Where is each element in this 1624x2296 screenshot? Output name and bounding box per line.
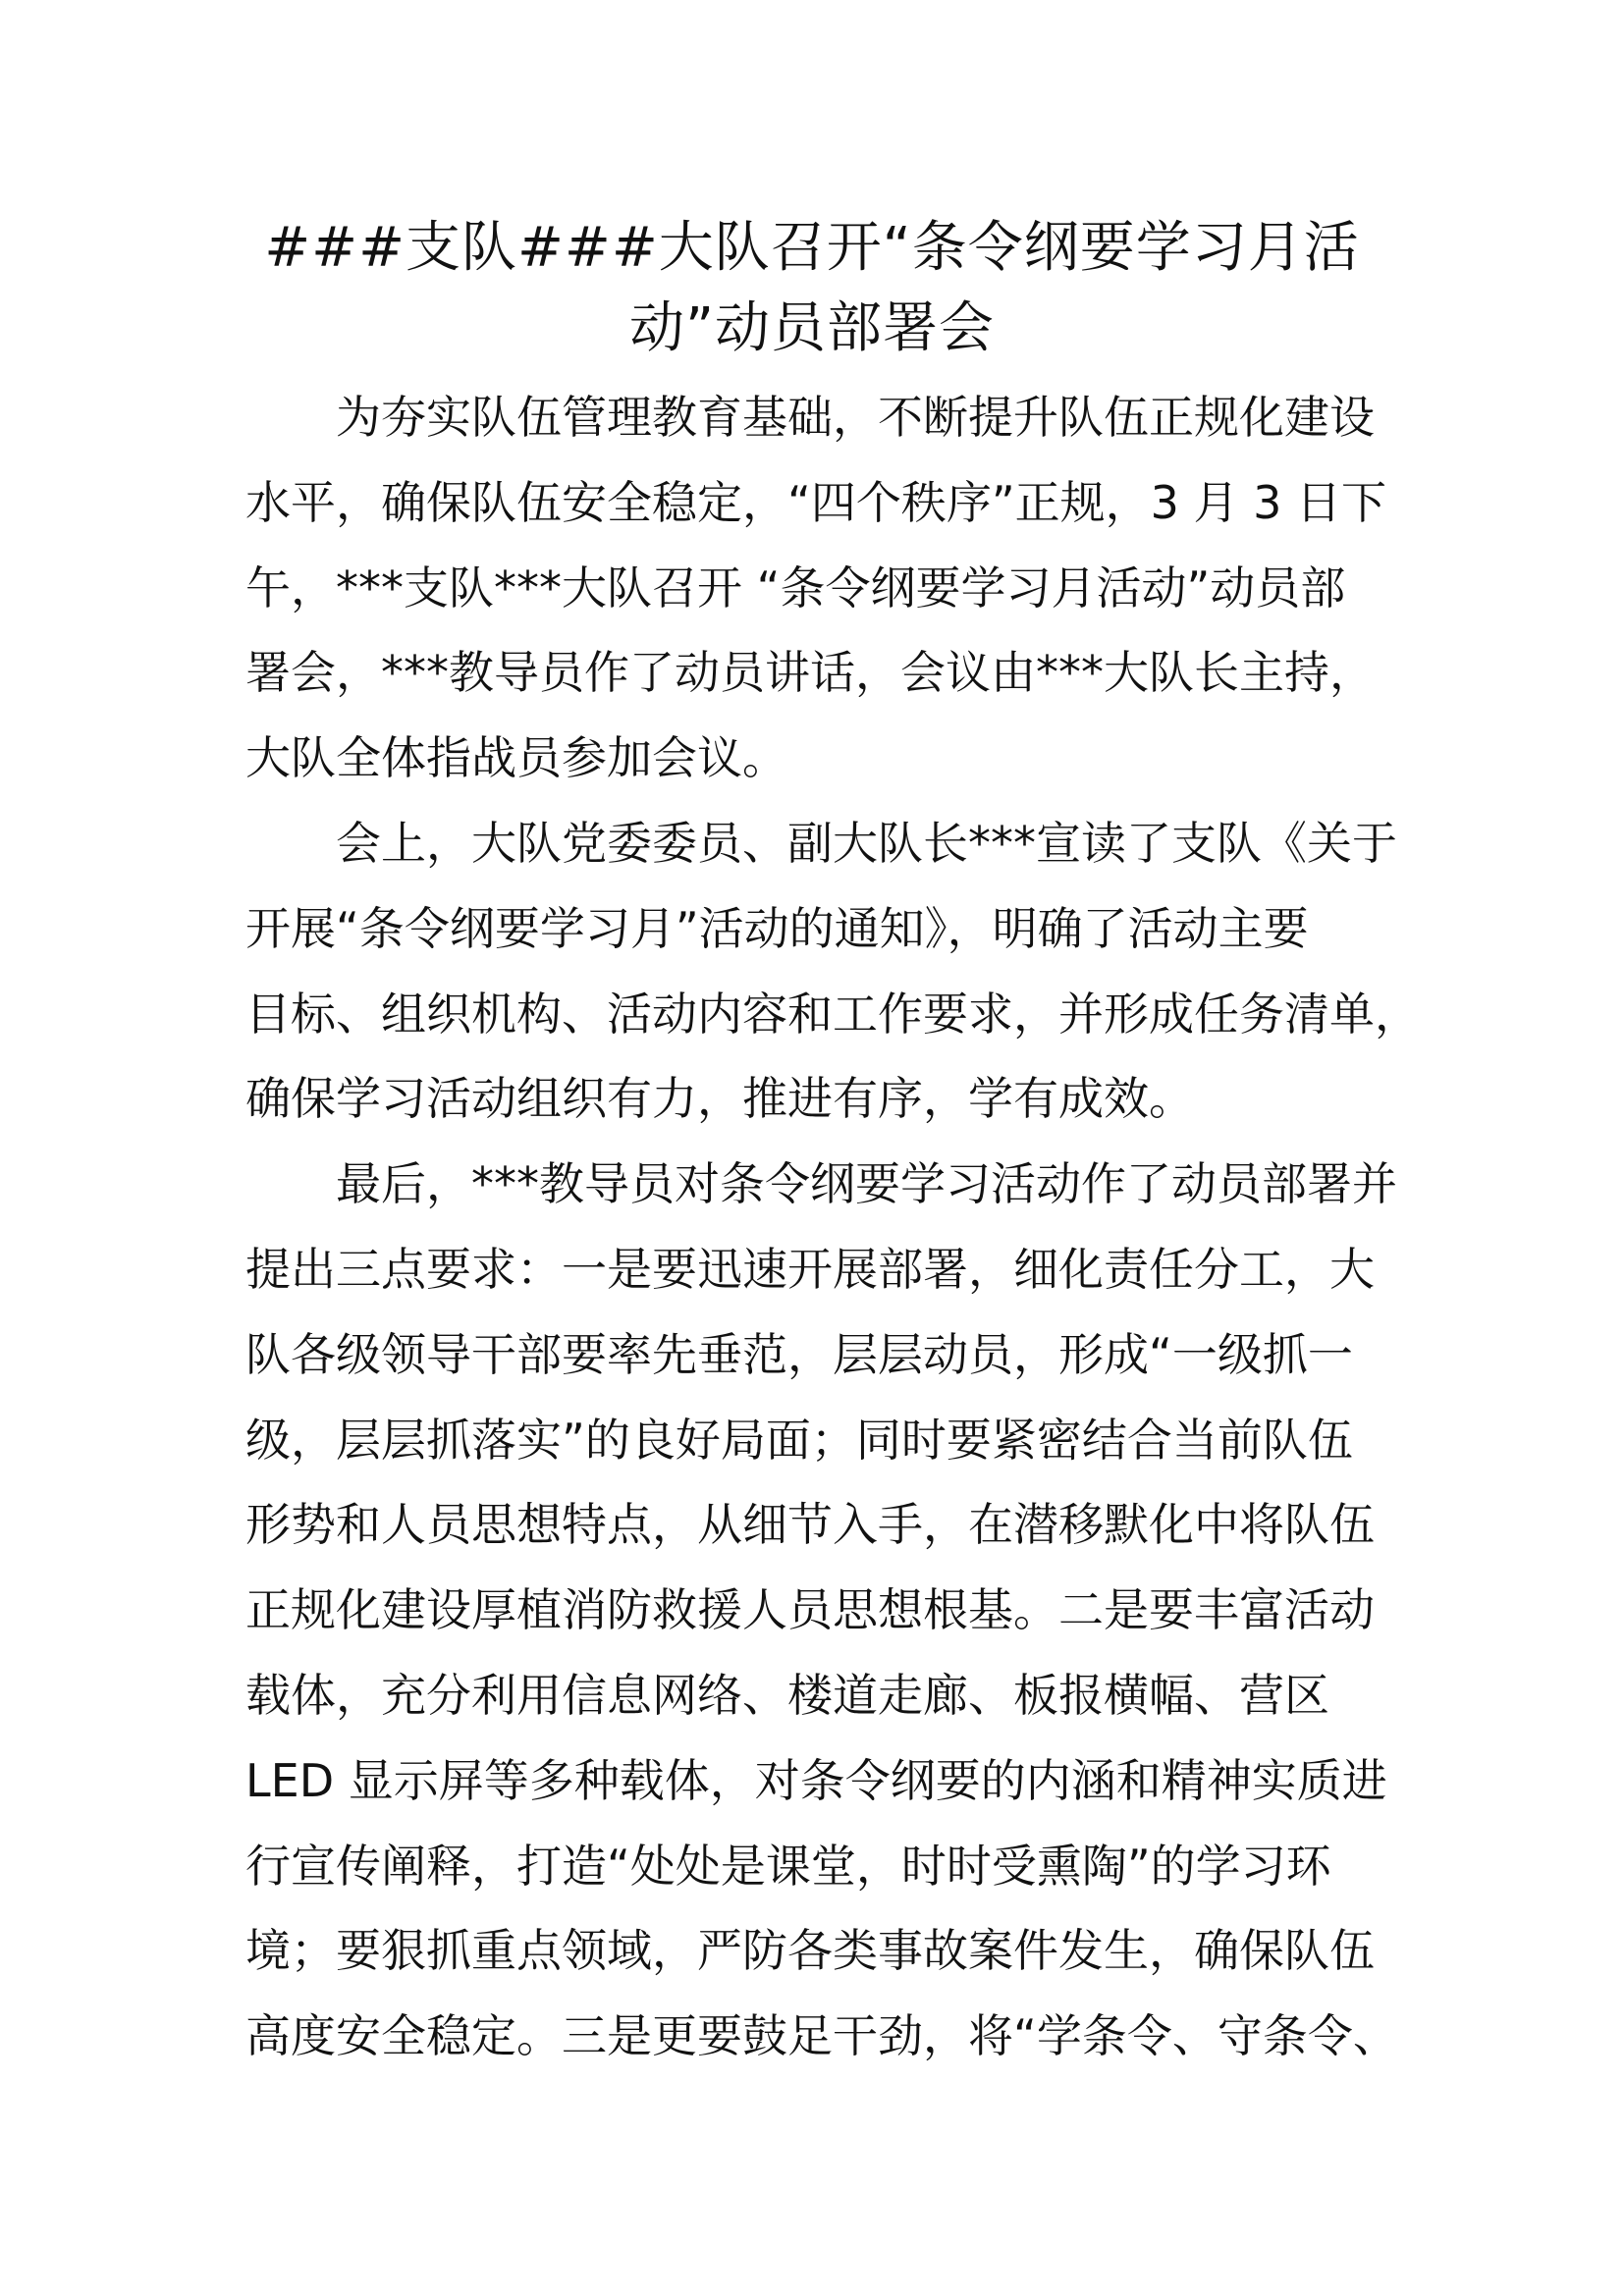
paragraph-1 — [245, 375, 1387, 801]
paragraph-line: 最后，***教导员对条令纲要学习活动作了动员部署并 — [336, 1157, 1397, 1211]
paragraph-line: 正规化建设厚植消防救援人员思想根基。二是要丰富活动 — [245, 1583, 1375, 1637]
paragraph-line: 大队全体指战员参加会议。 — [245, 731, 787, 785]
paragraph-line: 行宣传阐释，打造“处处是课堂，时时受熏陶”的学习环 — [245, 1839, 1331, 1893]
paragraph-line: LED 显示屏等多种载体，对条令纲要的内涵和精神实质进 — [245, 1753, 1387, 1807]
paragraph-line: 署会，***教导员作了动员讲话，会议由***大队长主持， — [245, 646, 1375, 700]
paragraph-2 — [245, 801, 1420, 1142]
paragraph-line: 境；要狠抓重点领域，严防各类事故案件发生，确保队伍 — [245, 1924, 1375, 1978]
paragraph-line: 高度安全稳定。三是更要鼓足干劲，将“学条令、守条令、 — [245, 2009, 1398, 2063]
paragraph-line: 载体，充分利用信息网络、楼道走廊、板报横幅、营区 — [245, 1668, 1329, 1722]
title-line-1: ###支队###大队召开“条令纲要学习月活 — [264, 216, 1360, 280]
paragraph-line: 目标、组织机构、活动内容和工作要求，并形成任务清单， — [245, 987, 1420, 1041]
paragraph-line: 确保学习活动组织有力，推进有序，学有成效。 — [245, 1072, 1194, 1126]
paragraph-line: 水平，确保队伍安全稳定，“四个秩序”正规，3 月 3 日下 — [245, 475, 1387, 529]
paragraph-line: 午，***支队***大队召开 “条令纲要学习月活动”动员部 — [245, 561, 1346, 614]
paragraph-line: 形势和人员思想特点，从细节入手，在潜移默化中将队伍 — [245, 1498, 1375, 1552]
document-title — [245, 208, 1379, 369]
paragraph-line: 级，层层抓落实”的良好局面；同时要紧密结合当前队伍 — [245, 1413, 1353, 1467]
paragraph-3 — [245, 1142, 1398, 2079]
title-line-2: 动”动员部署会 — [628, 296, 995, 360]
document-body — [245, 375, 1420, 2079]
paragraph-line: 开展“条令纲要学习月”活动的通知》，明确了活动主要 — [245, 901, 1309, 955]
paragraph-line: 提出三点要求：一是要迅速开展部署，细化责任分工，大 — [245, 1242, 1375, 1296]
paragraph-line: 为夯实队伍管理教育基础，不断提升队伍正规化建设 — [336, 391, 1375, 444]
paragraph-line: 队各级领导干部要率先垂范，层层动员，形成“一级抓一 — [245, 1327, 1353, 1381]
paragraph-line: 会上，大队党委委员、副大队长***宣读了支队《关于 — [336, 816, 1397, 870]
